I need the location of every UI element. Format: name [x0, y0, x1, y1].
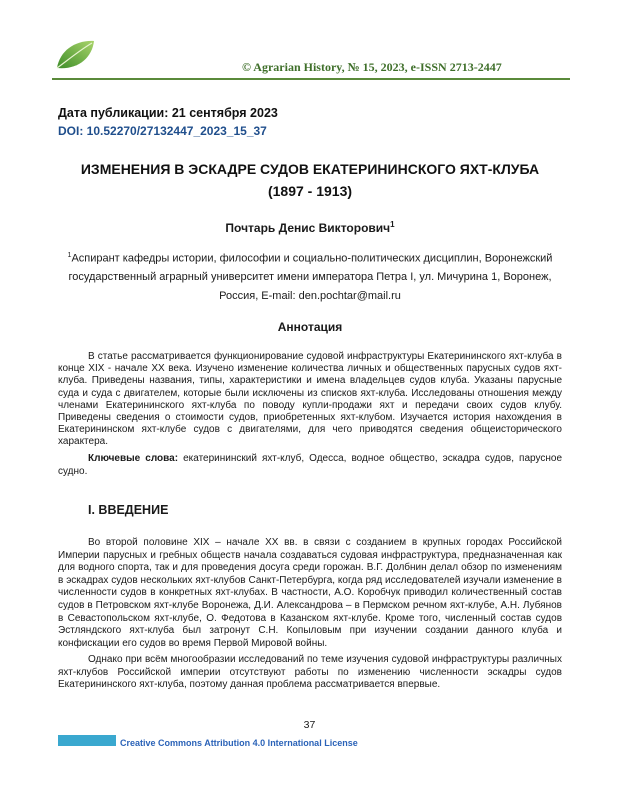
- journal-line: © Agrarian History, № 15, 2023, e-ISSN 2713-2447: [242, 60, 502, 74]
- affiliation: [60, 247, 560, 305]
- title-line-2: (1897 - 1913): [267, 183, 353, 199]
- header-rule: [52, 78, 570, 80]
- affiliation-sup: 1: [67, 252, 72, 259]
- keywords-label: Ключевые слова:: [88, 453, 179, 464]
- article-title: [50, 158, 570, 202]
- author-name-text: Почтарь Денис Викторович: [225, 221, 391, 235]
- page-header: [52, 38, 572, 78]
- publication-date: Дата публикации: 21 сентября 2023: [58, 106, 278, 120]
- license-link[interactable]: Creative Commons Attribution 4.0 International License: [120, 738, 358, 748]
- intro-paragraph-2: Однако при всём многообразии исследований по теме изучения судовой инфраструктуры различных яхт-клубов Российской империи отсутствуют работы по изменению численности эскадры судов Екатерининского яхт-клуба, поэтому данная проблема рассматривается впервые.: [58, 654, 562, 691]
- title-line-1: ИЗМЕНЕНИЯ В ЭСКАДРЕ СУДОВ ЕКАТЕРИНИНСКОГО ЯХТ-КЛУБА: [80, 161, 540, 177]
- abstract-heading: Аннотация: [277, 320, 343, 334]
- page-number: 37: [303, 719, 316, 731]
- keywords: [58, 453, 562, 478]
- author-sup: 1: [390, 220, 395, 229]
- section-heading: I. ВВЕДЕНИЕ: [88, 503, 169, 517]
- author-name: [50, 220, 570, 235]
- doi-link[interactable]: DOI: 10.52270/27132447_2023_15_37: [58, 124, 267, 138]
- leaf-icon: [54, 38, 96, 72]
- cc-license-badge-icon[interactable]: [58, 735, 116, 746]
- keywords-text: екатерининский яхт-клуб, Одесса, водное общество, эскадра судов, парусное судно.: [58, 453, 563, 477]
- abstract-text: В статье рассматривается функционирование судовой инфраструктуры Екатерининского яхт-клуба в конце XIX - начале XX века. Изучено изменение количества личных и общественных парусных судов яхт-клуба. Приведены названия, типы, характеристики и имена владельцев судов клуба. Указаны парусные суда и суда с двигателем, которые были исключены из списков яхт-клуба. Исследованы отношения между членами Екатерининского яхт-клуба по поводу купли-продажи яхт и передачи своих судов клубу. Приведены сведения о стоимости судов, приобретенных яхт-клубом. Изучается история нахождения в Екатерининском яхт-клубе судов с двигателями, для чего приводятся сведения общеисторического характера.: [58, 351, 562, 448]
- affiliation-text: Аспирант кафедры истории, философии и социально-политических дисциплин, Воронежский государственный аграрный университет имени императора Петра I, ул. Мичурина 1, Воронеж, Россия, E-mail: den.pochtar@mail.ru: [68, 252, 553, 302]
- intro-paragraph-1: Во второй половине XIX – начале XX вв. в связи с созданием в крупных городах Российской Империи парусных и гребных обществ начала создаваться судовая инфраструктура, предназначенная как для водного спорта, так и для проведения досуга среди горожан. В.Г. Долбнин делал обзор по изменениям в эскадрах судов нескольких яхт-клубов Санкт-Петербурга, когда ряд исследователей изучали изменение в численности судов в конкретных яхт-клубах. В частности, А.О. Коробчук приводил количественный состав судов в Петровском яхт-клубе Воронежа, Д.И. Александрова – в Пермском речном яхт-клубе, А.Н. Лубянов в Севастопольском яхт-клубе, О. Федотова в Казанском яхт-клубе. Кроме того, численный состав судов Эстляндского яхт-клуба был затронут С.Н. Копыловым при изучении создании данного клуба и конфискации его судов во время Первой Мировой войны.: [58, 537, 562, 649]
